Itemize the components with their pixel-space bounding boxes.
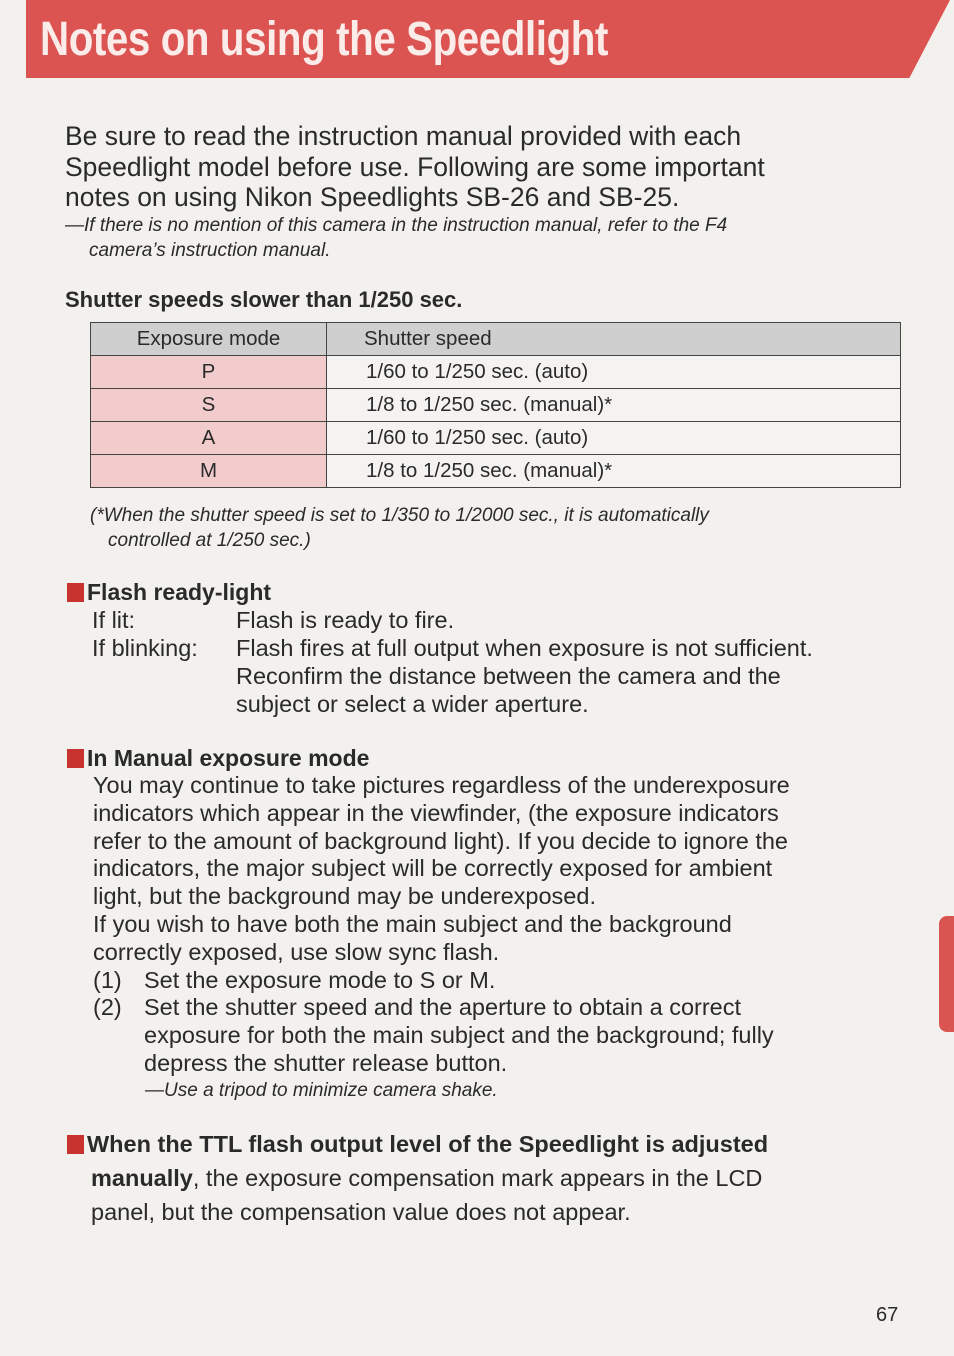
intro-line: Be sure to read the instruction manual provided with each — [65, 121, 742, 151]
speed-cell: 1/60 to 1/250 sec. (auto) — [327, 422, 901, 455]
intro-note-line: camera’s instruction manual. — [89, 240, 331, 261]
description-line: Reconfirm the distance between the camera and the — [236, 663, 781, 689]
footnote-line: (*When the shutter speed is set to 1/350 to 1/2000 sec., it is automatically — [90, 505, 709, 526]
page-title: Notes on using the Speedlight — [40, 13, 608, 66]
mode-cell: M — [91, 455, 327, 488]
manual-mode-heading-text: In Manual exposure mode — [87, 745, 370, 771]
flash-ready-section — [67, 578, 897, 718]
ttl-line: panel, but the compensation value does not appear. — [91, 1199, 631, 1225]
section-tab-marker — [939, 916, 954, 1032]
ttl-line — [67, 1161, 897, 1195]
step-line: depress the shutter release button. — [144, 1049, 508, 1076]
table-row — [91, 422, 901, 455]
step-line: Set the shutter speed and the aperture to obtain a correct — [144, 994, 742, 1021]
mode-cell: S — [91, 389, 327, 422]
mode-cell: P — [91, 356, 327, 389]
shutter-speed-table — [90, 322, 901, 488]
condition-label: If lit: — [92, 607, 136, 633]
step-line: exposure for both the main subject and the background; fully — [144, 1022, 774, 1049]
condition-description — [236, 634, 897, 718]
mode-cell: A — [91, 422, 327, 455]
intro-line: Speedlight model before use. Following are some important — [65, 151, 765, 182]
table-row — [91, 455, 901, 488]
step-text — [144, 994, 774, 1077]
intro-line: notes on using Nikon Speedlights SB-26 and SB-25. — [65, 182, 680, 212]
body-line: correctly exposed, use slow sync flash. — [93, 938, 500, 965]
body-line: If you wish to have both the main subject and the background — [93, 910, 732, 937]
step-number: (2) — [93, 994, 122, 1021]
manual-mode-heading — [67, 744, 897, 772]
tripod-tip: —Use a tripod to minimize camera shake. — [145, 1079, 498, 1101]
footnote-line: controlled at 1/250 sec.) — [108, 530, 311, 551]
column-header-speed: Shutter speed — [327, 323, 901, 356]
page-number: 67 — [876, 1304, 899, 1326]
ttl-bold-text: When the TTL flash output level of the Speedlight is adjusted — [87, 1131, 769, 1157]
description-line: Flash fires at full output when exposure is not sufficient. — [236, 635, 813, 661]
body-line: You may continue to take pictures regardless of the underexposure — [93, 772, 790, 798]
description-line: Flash is ready to fire. — [236, 607, 455, 633]
bullet-square-icon — [67, 583, 84, 602]
body-line: refer to the amount of background light). If you decide to ignore the — [93, 827, 788, 854]
manual-mode-body — [67, 772, 897, 1078]
column-header-mode: Exposure mode — [91, 323, 327, 356]
table-row — [91, 356, 901, 389]
speed-cell: 1/8 to 1/250 sec. (manual)* — [327, 389, 901, 422]
step-item — [93, 994, 897, 1077]
ttl-section — [67, 1127, 897, 1229]
table-row — [91, 389, 901, 422]
body-line: indicators which appear in the viewfinder, (the exposure indicators — [93, 799, 779, 826]
ttl-bold-text: manually — [91, 1165, 193, 1191]
intro-note — [65, 213, 895, 263]
ttl-text: , the exposure compensation mark appears in the LCD — [192, 1165, 763, 1191]
step-text — [144, 967, 495, 995]
intro-note-line: —If there is no mention of this camera in the instruction manual, refer to the F4 — [65, 215, 728, 236]
shutter-section-heading: Shutter speeds slower than 1/250 sec. — [65, 287, 463, 312]
flash-ready-heading — [67, 578, 897, 606]
list-item — [67, 606, 897, 634]
bullet-square-icon — [67, 1135, 84, 1154]
speed-cell: 1/60 to 1/250 sec. (auto) — [327, 356, 901, 389]
table-header-row — [91, 323, 901, 356]
list-item — [67, 634, 897, 718]
condition-label: If blinking: — [92, 635, 198, 661]
intro-paragraph — [65, 121, 885, 213]
ttl-line — [67, 1127, 897, 1161]
step-number: (1) — [93, 966, 122, 993]
body-line: indicators, the major subject will be correctly exposed for ambient — [93, 855, 773, 882]
condition-description — [236, 606, 897, 634]
speed-cell: 1/8 to 1/250 sec. (manual)* — [327, 455, 901, 488]
table-footnote — [90, 503, 890, 553]
bullet-square-icon — [67, 749, 84, 768]
description-line: subject or select a wider aperture. — [236, 691, 589, 717]
body-line: light, but the background may be underexposed. — [93, 883, 596, 910]
flash-ready-heading-text: Flash ready-light — [87, 579, 272, 605]
manual-mode-section — [67, 744, 897, 1104]
step-item — [93, 967, 897, 995]
step-line: Set the exposure mode to S or M. — [144, 966, 496, 993]
